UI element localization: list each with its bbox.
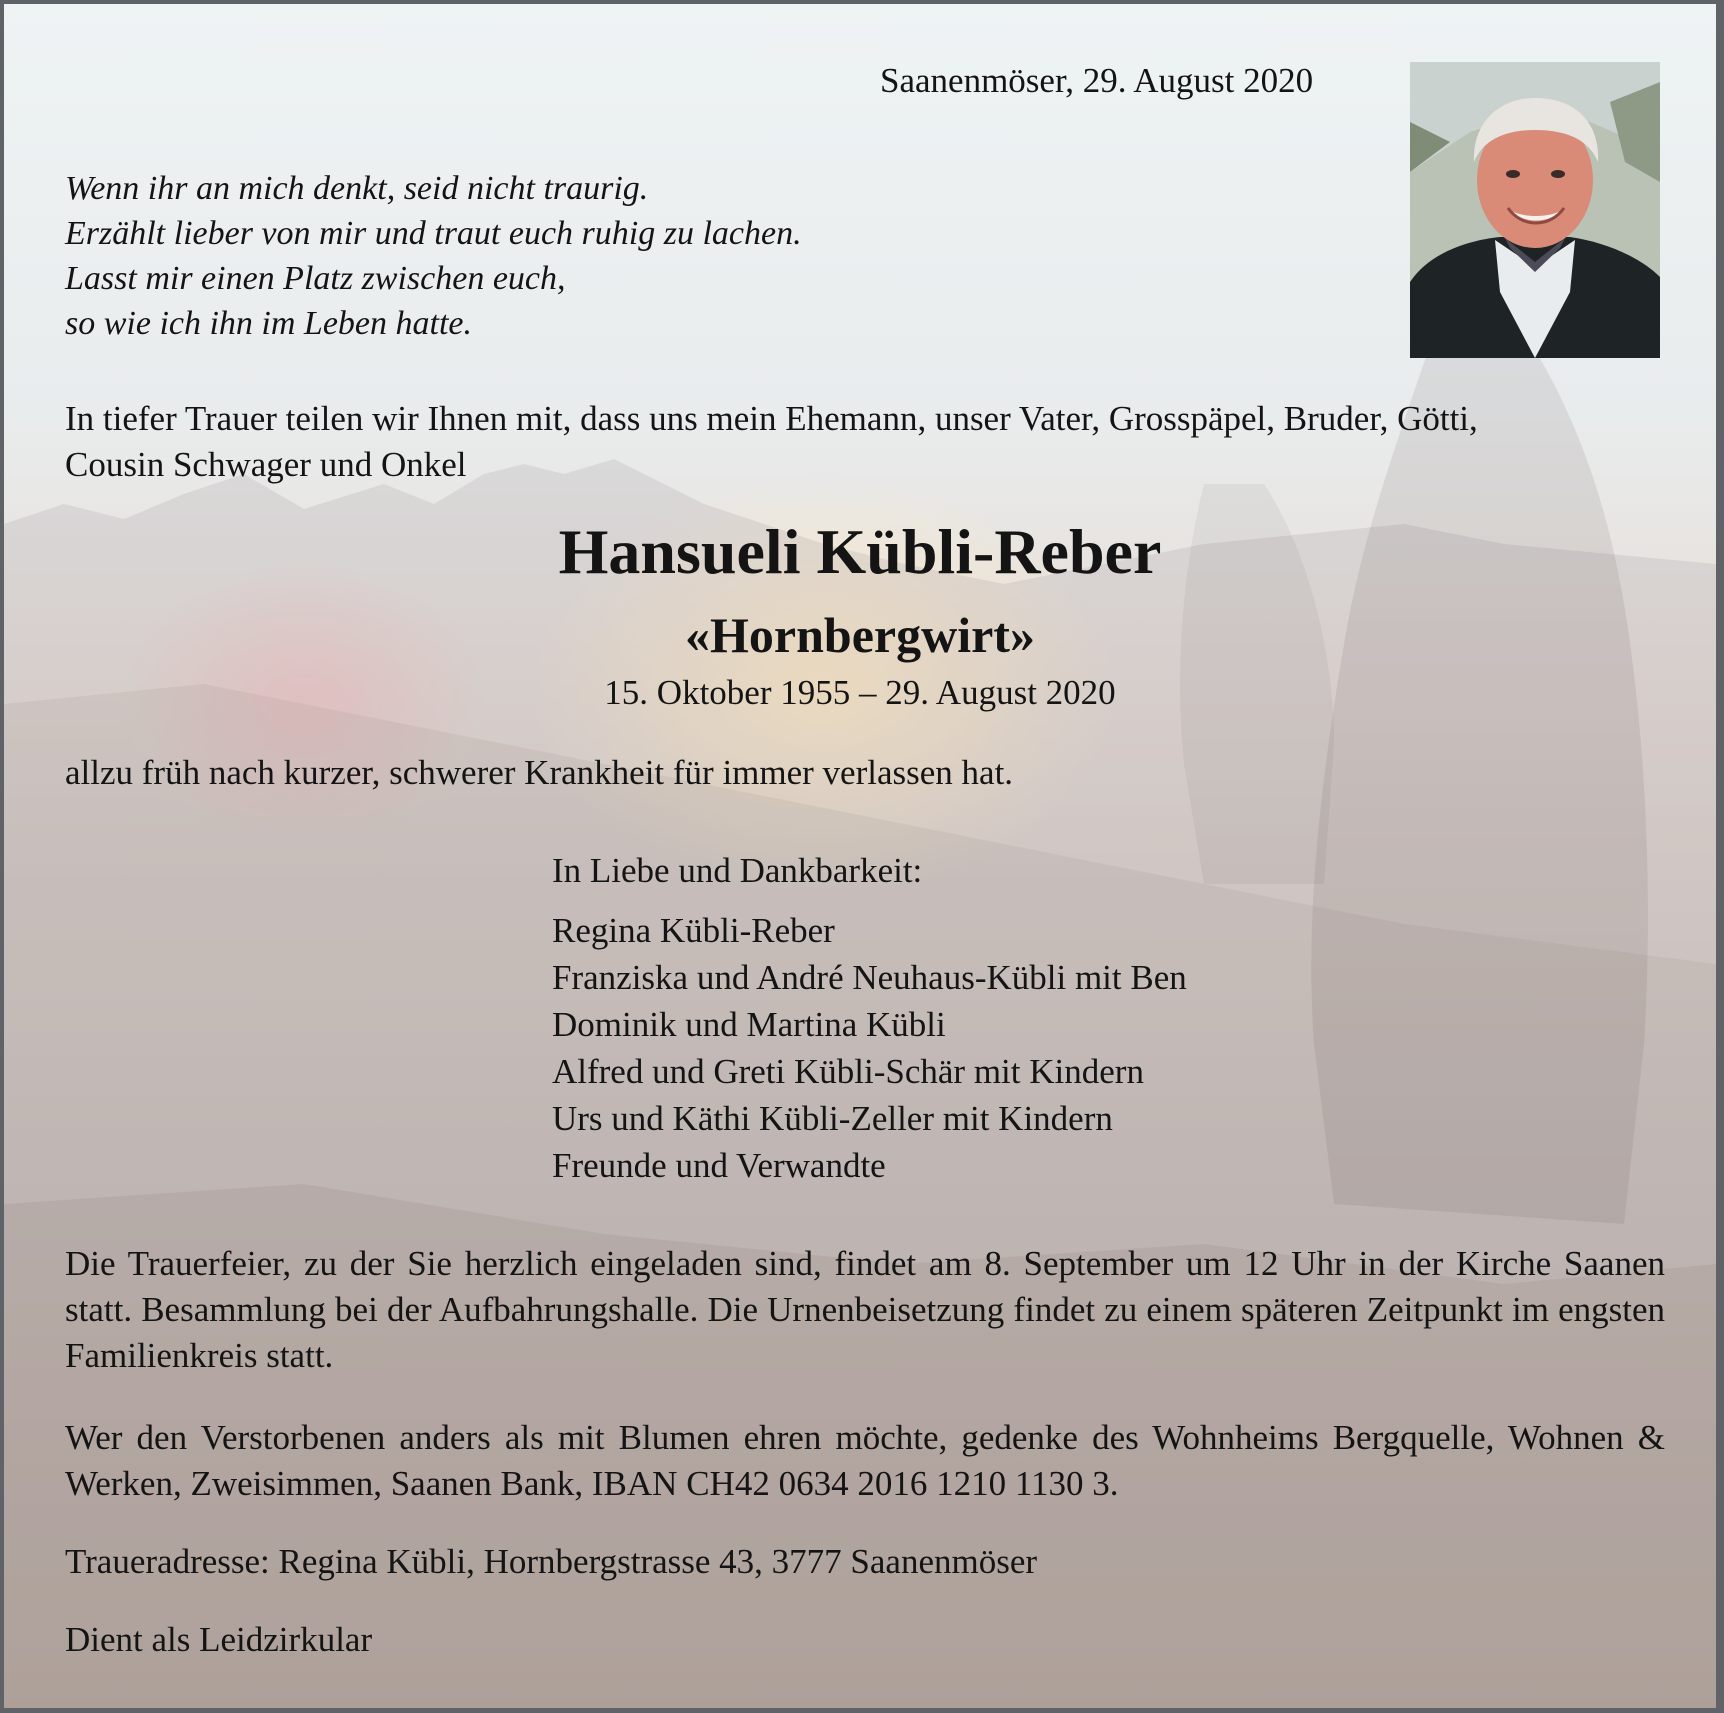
life-dates: 15. Oktober 1955 – 29. August 2020	[604, 673, 1116, 712]
place-date: Saanenmöser, 29. August 2020	[880, 61, 1314, 100]
circular-note: Dient als Leidzirkular	[65, 1620, 373, 1659]
mourner-name: Alfred und Greti Kübli-Schär mit Kindern	[552, 1052, 1144, 1091]
ceremony-text: Die Trauerfeier, zu der Sie herzlich eingeladen sind, findet am 8. September um 12 Uhr in der Kirche Saanen statt. Besammlung bei der Aufbahrungshalle. Die Urnenbeisetzung findet zu einem späteren Zeitpunkt im engsten Familienkreis statt.	[65, 1244, 1665, 1375]
deceased-name: Hansueli Kübli-Reber	[558, 516, 1162, 587]
mourners-heading: In Liebe und Dankbarkeit:	[552, 851, 923, 890]
mourner-name: Freunde und Verwandte	[552, 1146, 886, 1185]
mourners-list	[552, 907, 1187, 1189]
poem	[65, 166, 802, 346]
mourner-name: Franziska und André Neuhaus-Kübli mit Ben	[552, 958, 1187, 997]
poem-line: so wie ich ihn im Leben hatte.	[65, 305, 473, 342]
poem-line: Erzählt lieber von mir und traut euch ruhig zu lachen.	[65, 215, 802, 252]
mourner-name: Dominik und Martina Kübli	[552, 1005, 946, 1044]
mourner-name: Regina Kübli-Reber	[552, 911, 835, 950]
poem-line: Wenn ihr an mich denkt, seid nicht traurig.	[65, 170, 649, 207]
intro-line: Cousin Schwager und Onkel	[65, 445, 467, 484]
intro-line: In tiefer Trauer teilen wir Ihnen mit, dass uns mein Ehemann, unser Vater, Grosspäpel, Bruder, Götti,	[65, 399, 1478, 438]
obituary-notice	[4, 4, 1716, 1708]
intro-text	[65, 396, 1478, 488]
deceased-nickname: «Hornbergwirt»	[685, 607, 1035, 663]
poem-line: Lasst mir einen Platz zwischen euch,	[65, 260, 566, 297]
mourner-name: Urs und Käthi Kübli-Zeller mit Kindern	[552, 1099, 1113, 1138]
donation-text: Wer den Verstorbenen anders als mit Blumen ehren möchte, gedenke des Wohnheims Bergquelle, Wohnen & Werken, Zweisimmen, Saanen Bank, IBAN CH42 0634 2016 1210 1130 3.	[65, 1418, 1665, 1503]
mourning-address: Traueradresse: Regina Kübli, Hornbergstrasse 43, 3777 Saanenmöser	[65, 1542, 1038, 1581]
portrait-photo	[1410, 62, 1660, 358]
closing-text: allzu früh nach kurzer, schwerer Krankheit für immer verlassen hat.	[65, 753, 1014, 792]
